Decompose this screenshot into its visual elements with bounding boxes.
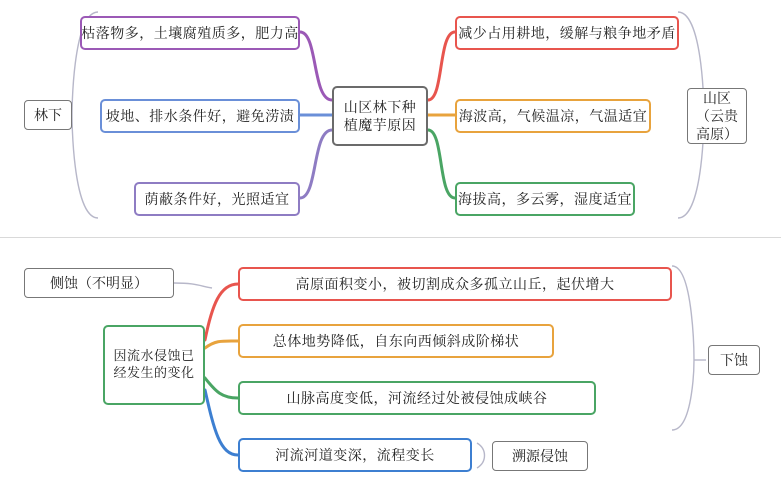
bottom-node-1: 高原面积变小，被切割成众多孤立山丘，起伏增大 (238, 267, 672, 301)
top-right-link-1 (428, 32, 455, 100)
bottom-link-3 (205, 378, 238, 398)
section-divider (0, 237, 781, 238)
bottom-node-4: 河流河道变深，流程变长 (238, 438, 472, 472)
top-right-node-3: 海拔高，多云雾，湿度适宜 (455, 182, 635, 216)
bottom-ceshi-label: 侧蚀（不明显） (24, 268, 174, 298)
bottom-suyuan-brace (477, 443, 485, 468)
top-center-node: 山区林下种植魔芋原因 (332, 86, 428, 146)
top-right-node-2: 海波高，气候温凉，气温适宜 (455, 99, 651, 133)
bottom-link-4 (205, 390, 238, 455)
top-left-link-3 (300, 130, 332, 198)
top-left-node-3: 荫蔽条件好，光照适宜 (134, 182, 300, 216)
bottom-center-node: 因流水侵蚀已经发生的变化 (103, 325, 205, 405)
bottom-link-1 (205, 284, 238, 340)
top-right-link-3 (428, 130, 455, 198)
top-right-node-1: 减少占用耕地，缓解与粮争地矛盾 (455, 16, 679, 50)
bottom-link-2 (205, 341, 238, 348)
bottom-right-brace-label: 下蚀 (708, 345, 760, 375)
bottom-node-2: 总体地势降低，自东向西倾斜成阶梯状 (238, 324, 554, 358)
top-left-node-2: 坡地、排水条件好，避免涝渍 (100, 99, 300, 133)
top-left-brace-label: 林下 (24, 100, 72, 130)
bottom-right-brace (672, 266, 694, 430)
bottom-ceshi-link (174, 283, 212, 288)
top-left-link-1 (300, 32, 332, 100)
bottom-node-3: 山脉高度变低，河流经过处被侵蚀成峡谷 (238, 381, 596, 415)
top-right-brace-label: 山区（云贵高原） (687, 88, 747, 144)
top-left-node-1: 枯落物多，土壤腐殖质多，肥力高 (80, 16, 300, 50)
bottom-suyuan-label: 溯源侵蚀 (492, 441, 588, 471)
